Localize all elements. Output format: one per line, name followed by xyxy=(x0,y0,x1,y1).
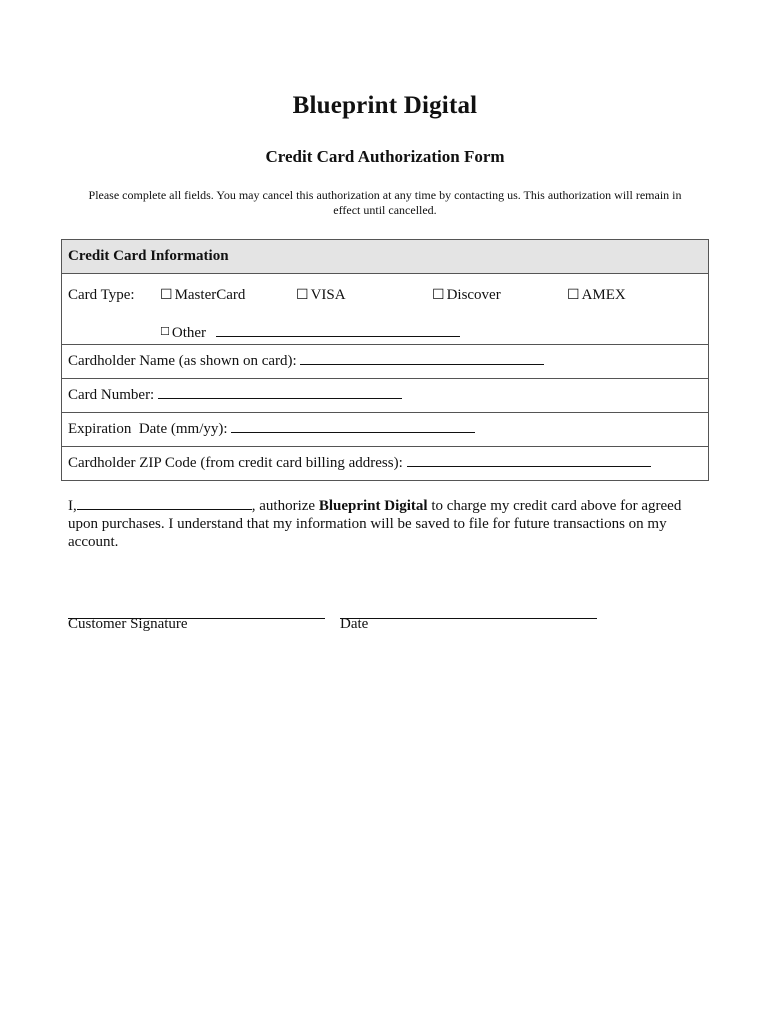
other-card-blank[interactable] xyxy=(216,322,460,337)
card-number-label: Card Number: xyxy=(68,387,155,403)
cardholder-name-row xyxy=(62,345,708,379)
expiration-blank[interactable] xyxy=(231,418,475,433)
checkbox-icon[interactable]: ☐ xyxy=(432,287,445,303)
card-number-row xyxy=(62,379,708,413)
section-header: Credit Card Information xyxy=(62,240,708,274)
cardholder-name-label: Cardholder Name (as shown on card): xyxy=(68,353,297,369)
zip-blank[interactable] xyxy=(407,452,651,467)
zip-row xyxy=(62,447,708,480)
option-label: MasterCard xyxy=(174,287,246,303)
option-amex[interactable] xyxy=(567,287,626,304)
card-type-label: Card Type: xyxy=(68,287,135,303)
option-visa[interactable] xyxy=(296,287,346,304)
auth-prefix: I, xyxy=(68,498,77,514)
date-line[interactable] xyxy=(340,618,597,619)
expiration-label: Expiration Date (mm/yy): xyxy=(68,421,228,437)
option-label: Discover xyxy=(446,287,501,303)
card-type-row xyxy=(62,274,708,345)
zip-label: Cardholder ZIP Code (from credit card billing address): xyxy=(68,455,403,471)
option-label: AMEX xyxy=(581,287,626,303)
checkbox-icon[interactable]: ☐ xyxy=(160,325,170,338)
checkbox-icon[interactable]: ☐ xyxy=(160,287,173,303)
auth-middle: , authorize xyxy=(251,498,319,514)
option-label: VISA xyxy=(310,287,346,303)
company-title: Blueprint Digital xyxy=(292,92,478,119)
option-discover[interactable] xyxy=(432,287,501,304)
card-number-blank[interactable] xyxy=(158,384,402,399)
option-other[interactable] xyxy=(160,322,460,342)
instructions-text: Please complete all fields. You may cancel this authorization at any time by contacting us. This authorization will remain in effect until cancelled. xyxy=(88,188,682,217)
credit-card-info-table xyxy=(61,239,709,481)
checkbox-icon[interactable]: ☐ xyxy=(567,287,580,303)
option-label: Other xyxy=(171,325,207,341)
option-mastercard[interactable] xyxy=(160,287,245,304)
customer-signature-label: Customer Signature xyxy=(68,616,188,632)
checkbox-icon[interactable]: ☐ xyxy=(296,287,309,303)
cardholder-name-blank[interactable] xyxy=(300,350,544,365)
authorization-statement xyxy=(68,495,688,551)
auth-suffix: to charge my credit card above for agreed upon purchases. I understand that my information will be saved to file for future transactions on my account. xyxy=(68,498,682,550)
auth-company: Blueprint Digital xyxy=(318,498,428,514)
form-title: Credit Card Authorization Form xyxy=(265,147,505,166)
date-label: Date xyxy=(340,616,369,632)
customer-name-blank[interactable] xyxy=(77,495,252,510)
expiration-row xyxy=(62,413,708,447)
